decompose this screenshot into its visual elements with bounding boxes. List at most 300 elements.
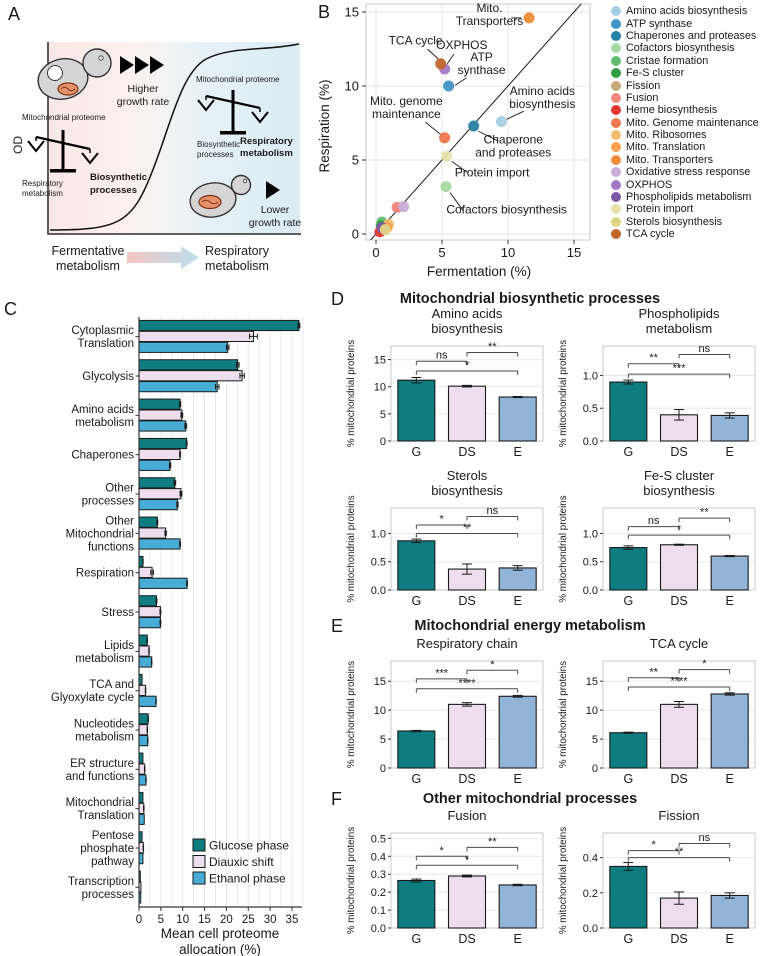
y-tick-label: 1.0 [582,370,598,383]
bar-e [711,415,748,441]
y-tick-label: 5 [351,152,359,168]
legend-item-tca-cycle [611,228,759,240]
x-category-label: G [411,932,422,946]
y-tick-label: 5 [591,734,598,747]
annotation-chaperone-and-proteases: Chaperone [483,132,543,147]
x-category-label: G [411,772,422,786]
bar-ds [661,704,698,768]
respiratory-metabolism-axis-label-2: metabolism [205,259,269,273]
annotation-mito-genome-maintenance: Mito. genome [370,94,443,109]
bar-amino-acids-metabolism-glucose-phase [139,399,180,409]
fermentation-axis-title: Fermentation (%) [426,264,532,279]
chart-title: biosynthesis [431,321,503,336]
x-category-label: E [725,594,734,608]
legend-label: Mito. Translation [626,141,706,154]
legend-dot [611,6,621,16]
bar-g [398,731,435,768]
significance-label: **** [458,677,476,690]
legend-dot [611,93,621,103]
category-label: Mitochondrial [65,528,134,541]
legend-dot [611,31,621,41]
proteome-allocation-axis-title-2: allocation (%) [179,942,261,956]
bar-cytoplasmic-translation-ethanol-phase [139,342,228,352]
category-label: Stress [101,607,134,619]
x-category-label: DS [458,594,476,608]
respiration-axis-title: Respiration (%) [317,79,332,173]
category-label: metabolism [75,416,134,429]
fermentative-metabolism-label-2: metabolism [56,259,120,273]
y-tick-label: 0 [351,226,359,242]
bar-e [499,397,536,441]
category-label: Cytoplasmic [71,325,134,338]
legend-item-oxphos [611,178,759,190]
bar-ds [449,704,486,768]
legend-item-sterols-biosynthesis [611,216,759,228]
y-axis-title: % mitochondrial proteins [558,826,569,935]
respiratory-metabolism-axis-label: Respiratory [205,244,269,258]
bar-glycolysis-ethanol-phase [139,382,217,392]
y-tick-label: 0.2 [582,887,598,900]
point-cofactors-biosynthesis [440,181,451,192]
x-tick-label: 15 [198,914,211,926]
legend-dot [611,19,621,29]
chart-sterols-biosynthesis [343,466,548,614]
y-tick-label: 0.2 [370,887,386,900]
y-tick-label: 1.0 [370,528,386,541]
point-sterols-biosynthesis [380,224,391,235]
x-category-label: G [623,445,634,459]
legend-item-amino-acids-biosynthesis [611,5,759,17]
point-mito-genome-maintenance [439,132,450,143]
x-tick-label: 20 [220,914,233,926]
x-category-label: E [725,772,734,786]
legend-dot [611,204,621,214]
legend-item-mito-translation [611,141,759,153]
x-category-label: E [513,445,522,459]
bar-other-mitochondrial-functions-diauxic-shift [139,528,166,538]
bar-other-processes-ethanol-phase [139,500,177,510]
bar-plot-d4 [558,468,755,608]
x-category-label: DS [458,445,476,459]
chart-tca-cycle [555,634,760,792]
category-label: Other [105,482,134,495]
legend-dot [611,167,621,177]
y-tick-label: 10 [373,705,386,718]
y-tick-label: 0 [379,436,386,448]
significance-label: ** [674,846,684,859]
x-category-label: G [411,594,422,608]
legend-item-phospholipids-metabolism [611,191,759,203]
bar-stress-ethanol-phase [139,618,160,628]
x-tick-label: 0 [135,914,143,926]
chart-fes-cluster-biosynthesis [555,466,760,614]
significance-label: ns [435,349,448,362]
legend-dot [611,155,621,165]
phase-legend-label: Ethanol phase [209,871,286,886]
y-axis-title: % mitochondrial proteins [558,339,569,448]
bar-e [711,556,748,590]
bar-amino-acids-metabolism-diauxic-shift [139,410,182,420]
bar-amino-acids-metabolism-ethanol-phase [139,421,186,431]
y-tick-label: 10 [344,78,359,94]
x-category-label: E [725,445,734,459]
bar-plot-f1 [346,808,543,946]
legend-item-fusion [611,92,759,104]
x-category-label: DS [458,772,476,786]
chart-title: biosynthesis [643,483,715,498]
annotation-amino-acids-biosynthesis: biosynthesis [509,96,576,111]
bar-other-processes-diauxic-shift [139,489,181,499]
point-tca-cycle [435,58,446,69]
category-label: Chaperones [71,449,134,462]
category-label: Nucleotides [73,718,134,731]
legend-dot [611,142,621,152]
y-tick-label: 0.4 [370,851,386,864]
x-category-label: DS [458,932,476,946]
y-tick-label: 1.0 [582,528,598,541]
bar-tca-and-glyoxylate-cycle-diauxic-shift [139,685,146,695]
legend-label: Fusion [626,91,659,104]
annotation-tca-cycle: TCA cycle [388,33,443,48]
legend-dot [611,43,621,53]
y-tick-label: 5 [379,734,386,747]
annotation-protein-import: Protein import [454,165,530,180]
significance-label: * [464,853,470,866]
x-category-label: G [623,772,634,786]
bar-cytoplasmic-translation-glucose-phase [139,320,299,330]
legend-label: Chaperones and proteases [626,29,757,42]
y-axis-title: % mitochondrial proteins [558,495,569,603]
point-chaperones-and-proteases [468,120,479,131]
legend-item-mito-genome-maintenance [611,117,759,129]
x-tick-label: 0 [372,245,380,260]
y-tick-label: 10 [373,381,386,394]
chart-title: metabolism [645,321,713,336]
x-tick-label: 5 [438,245,446,260]
category-label: metabolism [75,652,134,665]
legend-dot [611,56,621,66]
bar-e [499,568,536,590]
proteome-allocation-plot [51,317,303,926]
bar-plot-e1 [346,636,543,786]
bar-e [499,696,536,768]
x-category-label: E [513,932,522,946]
bar-glycolysis-glucose-phase [139,360,238,370]
legend-dot [611,217,621,227]
bar-tca-and-glyoxylate-cycle-ethanol-phase [139,696,156,706]
significance-label: * [464,359,470,372]
bar-plot-d2 [558,306,755,459]
panel-b-legend [611,5,759,240]
legend-item-mito-transporters [611,154,759,166]
category-label: processes [81,888,134,901]
y-tick-label: 0.1 [370,905,386,918]
bar-other-mitochondrial-functions-ethanol-phase [139,539,180,549]
category-label: Lipids [103,639,134,652]
legend-label: Mito. Genome maintenance [626,116,759,129]
significance-label: ns [698,343,711,356]
x-category-label: E [513,772,522,786]
panel-b-chart [316,0,610,290]
y-tick-label: 0.0 [370,585,386,597]
y-axis-title: % mitochondrial proteins [558,660,569,769]
bar-g [398,881,435,929]
biosynthetic-processes-small-right: Biosynthetic [197,140,241,149]
category-label: Mitochondrial [65,797,134,810]
bar-other-processes-glucose-phase [139,478,175,488]
bar-plot-d3 [346,468,543,608]
category-label: ER structure [70,757,134,770]
legend-label: Heme biosynthesis [626,104,718,117]
bar-nucleotides-metabolism-glucose-phase [139,714,148,724]
significance-label: * [702,658,707,671]
y-axis-title: % mitochondrial proteins [346,660,357,769]
legend-item-oxidative-stress-response [611,166,759,178]
y-tick-label: 15 [344,4,359,20]
bar-er-structure-and-functions-ethanol-phase [139,775,146,785]
chart-amino-acids-biosynthesis [343,304,548,465]
bar-glycolysis-diauxic-shift [139,371,242,381]
y-tick-label: 0.0 [582,436,598,448]
chart-fusion [343,806,548,952]
panel-d-header: Mitochondrial biosynthetic processes [399,291,661,307]
y-tick-label: 0.3 [370,869,386,882]
category-label: metabolism [75,731,134,744]
significance-label: ns [486,504,499,517]
panel-b-label: B [318,2,331,22]
significance-label: * [439,844,444,857]
chart-fission [555,806,760,952]
legend-dot [611,68,621,78]
y-tick-label: 10 [585,705,598,718]
bar-nucleotides-metabolism-diauxic-shift [139,725,147,735]
x-category-label: E [513,594,522,608]
category-label: Glycolysis [82,371,134,383]
x-tick-label: 5 [157,914,165,926]
mito-proteome-label-right: Mitochondrial proteome [196,75,280,84]
bar-e [711,694,748,768]
bar-g [610,866,647,928]
bar-lipids-metabolism-ethanol-phase [139,657,152,667]
significance-label: ns [647,515,660,528]
bar-lipids-metabolism-diauxic-shift [139,646,149,656]
y-axis-title: % mitochondrial proteins [346,495,357,603]
chart-respiratory-chain [343,634,548,792]
legend-label: Sterols biosynthesis [626,215,723,228]
bar-plot-f2 [558,808,755,946]
chart-title: Fe-S cluster [643,468,715,483]
significance-label: **** [670,675,688,688]
bar-stress-diauxic-shift [139,607,160,617]
bar-ds [449,876,486,928]
bar-g [398,541,435,590]
category-label: Translation [77,810,134,823]
bar-ds [449,386,486,441]
x-tick-label: 10 [176,914,190,926]
bar-stress-glucose-phase [139,596,156,606]
bar-mitochondrial-translation-ethanol-phase [139,814,144,824]
panel-a-label: A [8,4,21,24]
biosynthetic-processes-bold-left: Biosynthetic [90,172,148,183]
annotation-atp-synthase: synthase [457,62,506,77]
annotation-mito-genome-maintenance: maintenance [372,107,441,122]
category-label: Transcription [67,875,134,888]
bar-cytoplasmic-translation-diauxic-shift [139,331,253,341]
chart-title: Sterols [446,468,488,483]
y-tick-label: 0.5 [370,556,386,569]
category-label: processes [81,495,134,508]
bar-chaperones-ethanol-phase [139,460,170,470]
lower-growth-label: Lower [260,204,290,216]
bar-respiration-ethanol-phase [139,578,187,588]
legend-dot [611,229,621,239]
x-category-label: DS [670,445,688,459]
legend-label: Protein import [626,203,694,216]
legend-dot [611,105,621,115]
legend-item-protein-import [611,203,759,215]
lower-growth-label-2: growth rate [248,217,302,229]
x-tick-label: 25 [241,914,255,926]
y-tick-label: 5 [379,408,386,421]
category-label: Amino acids [71,403,134,416]
legend-label: Phospholipids metabolism [626,191,752,204]
bar-ds [661,545,698,590]
panel-f-label: F [331,789,342,809]
significance-label: ** [462,521,472,534]
annotation-atp-synthase: ATP [470,49,493,64]
chart-title: biosynthesis [431,483,503,498]
legend-label: Mito. Transporters [626,153,714,166]
panel-a-diagram [0,0,315,295]
respiratory-metabolism-small-left-2: metabolism [22,189,63,198]
scatter-plot [345,0,593,260]
point-protein-import [441,151,452,162]
x-category-label: DS [670,594,688,608]
legend-label: Fe-S cluster [626,67,685,80]
y-tick-label: 0 [591,763,598,775]
proteome-allocation-axis-title: Mean cell proteome [160,926,280,941]
significance-label: *** [435,667,449,680]
bar-er-structure-and-functions-diauxic-shift [139,764,145,774]
significance-label: * [676,523,682,536]
biosynthetic-processes-bold-left-2: processes [90,185,138,196]
annotation-cofactors-biosynthesis: Cofactors biosynthesis [446,202,568,217]
x-tick-label: 30 [263,914,277,926]
y-tick-label: 15 [373,354,386,367]
significance-label: * [651,839,656,852]
y-tick-label: 0.0 [370,923,386,935]
legend-dot [611,81,621,91]
chart-title: Phospholipids [638,306,720,321]
legend-label: Mito. Ribosomes [626,129,707,142]
y-tick-label: 0.0 [582,923,598,935]
significance-label: ** [488,341,497,354]
bar-chaperones-glucose-phase [139,438,187,448]
od-axis-label: OD [11,136,25,154]
bar-g [398,380,435,441]
legend-label: OXPHOS [626,178,673,191]
y-tick-label: 0.5 [370,833,386,846]
y-tick-label: 15 [585,676,598,689]
bar-respiration-diauxic-shift [139,567,152,577]
legend-label: TCA cycle [626,228,675,241]
bar-chaperones-diauxic-shift [139,449,180,459]
respiratory-metabolism-bold-right-2: metabolism [240,148,293,159]
mito-proteome-label-left: Mitochondrial proteome [22,113,106,122]
point-mito-transporters [524,12,535,23]
phase-legend-label: Diauxic shift [209,855,274,869]
legend-item-chaperones-and-proteases [611,30,759,42]
legend-label: ATP synthase [626,17,693,30]
phase-legend-label: Glucose phase [209,838,290,853]
bar-other-mitochondrial-functions-glucose-phase [139,517,157,527]
x-tick-label: 35 [285,914,299,926]
chart-title: Fission [658,808,700,823]
y-axis-title: % mitochondrial proteins [346,339,357,448]
y-tick-label: 15 [373,676,386,689]
x-category-label: G [623,932,634,946]
annotation-mito-transporters: Transporters [455,14,524,28]
significance-label: ** [649,352,658,365]
chart-title: TCA cycle [649,636,709,651]
higher-growth-label: Higher [127,83,159,95]
legend-label: Cristae formation [626,54,709,67]
bar-e [499,885,536,928]
legend-item-mito-ribosomes [611,129,759,141]
significance-label: *** [672,362,686,375]
bar-plot-d1 [346,306,543,459]
point-oxidative-stress-response [398,201,409,212]
y-tick-label: 0.4 [582,852,598,865]
significance-label: * [490,658,495,671]
bar-plot-e2 [558,636,755,786]
phase-legend-swatch-diauxic-shift [193,856,205,868]
legend-item-cofactors-biosynthesis [611,42,759,54]
category-label: Glyoxylate cycle [50,692,134,705]
y-tick-label: 0.5 [582,403,598,416]
y-axis-title: % mitochondrial proteins [346,826,357,935]
y-tick-label: 0 [379,763,386,775]
point-amino-acids-biosynthesis [496,116,507,127]
chart-title: Respiratory chain [416,636,518,651]
y-tick-label: 0.5 [582,556,598,569]
bar-e [711,895,748,928]
chart-title: Amino acids [431,306,503,321]
x-category-label: E [725,932,734,946]
metabolism-transition-arrow [127,246,199,269]
category-label: pathway [91,856,134,868]
point-atp-synthase [443,81,454,92]
y-tick-label: 0.0 [582,585,598,597]
category-label: Translation [77,338,134,351]
phase-legend-swatch-glucose-phase [193,839,205,851]
legend-item-fission [611,79,759,91]
category-label: TCA and [89,679,134,692]
x-category-label: G [411,445,422,459]
x-tick-label: 15 [566,245,582,260]
chart-title: Fusion [447,808,487,823]
annotation-chaperone-and-proteases: and proteases [475,145,552,160]
category-label: phosphate [80,843,134,855]
category-label: functions [87,541,134,554]
panel-d-label: D [331,289,344,309]
x-category-label: DS [670,932,688,946]
panel-c-chart [0,295,332,956]
panel-f-header: Other mitochondrial processes [422,791,638,807]
panel-e-label: E [331,616,344,636]
significance-label: ns [698,832,711,845]
bar-mitochondrial-translation-diauxic-shift [139,803,144,813]
